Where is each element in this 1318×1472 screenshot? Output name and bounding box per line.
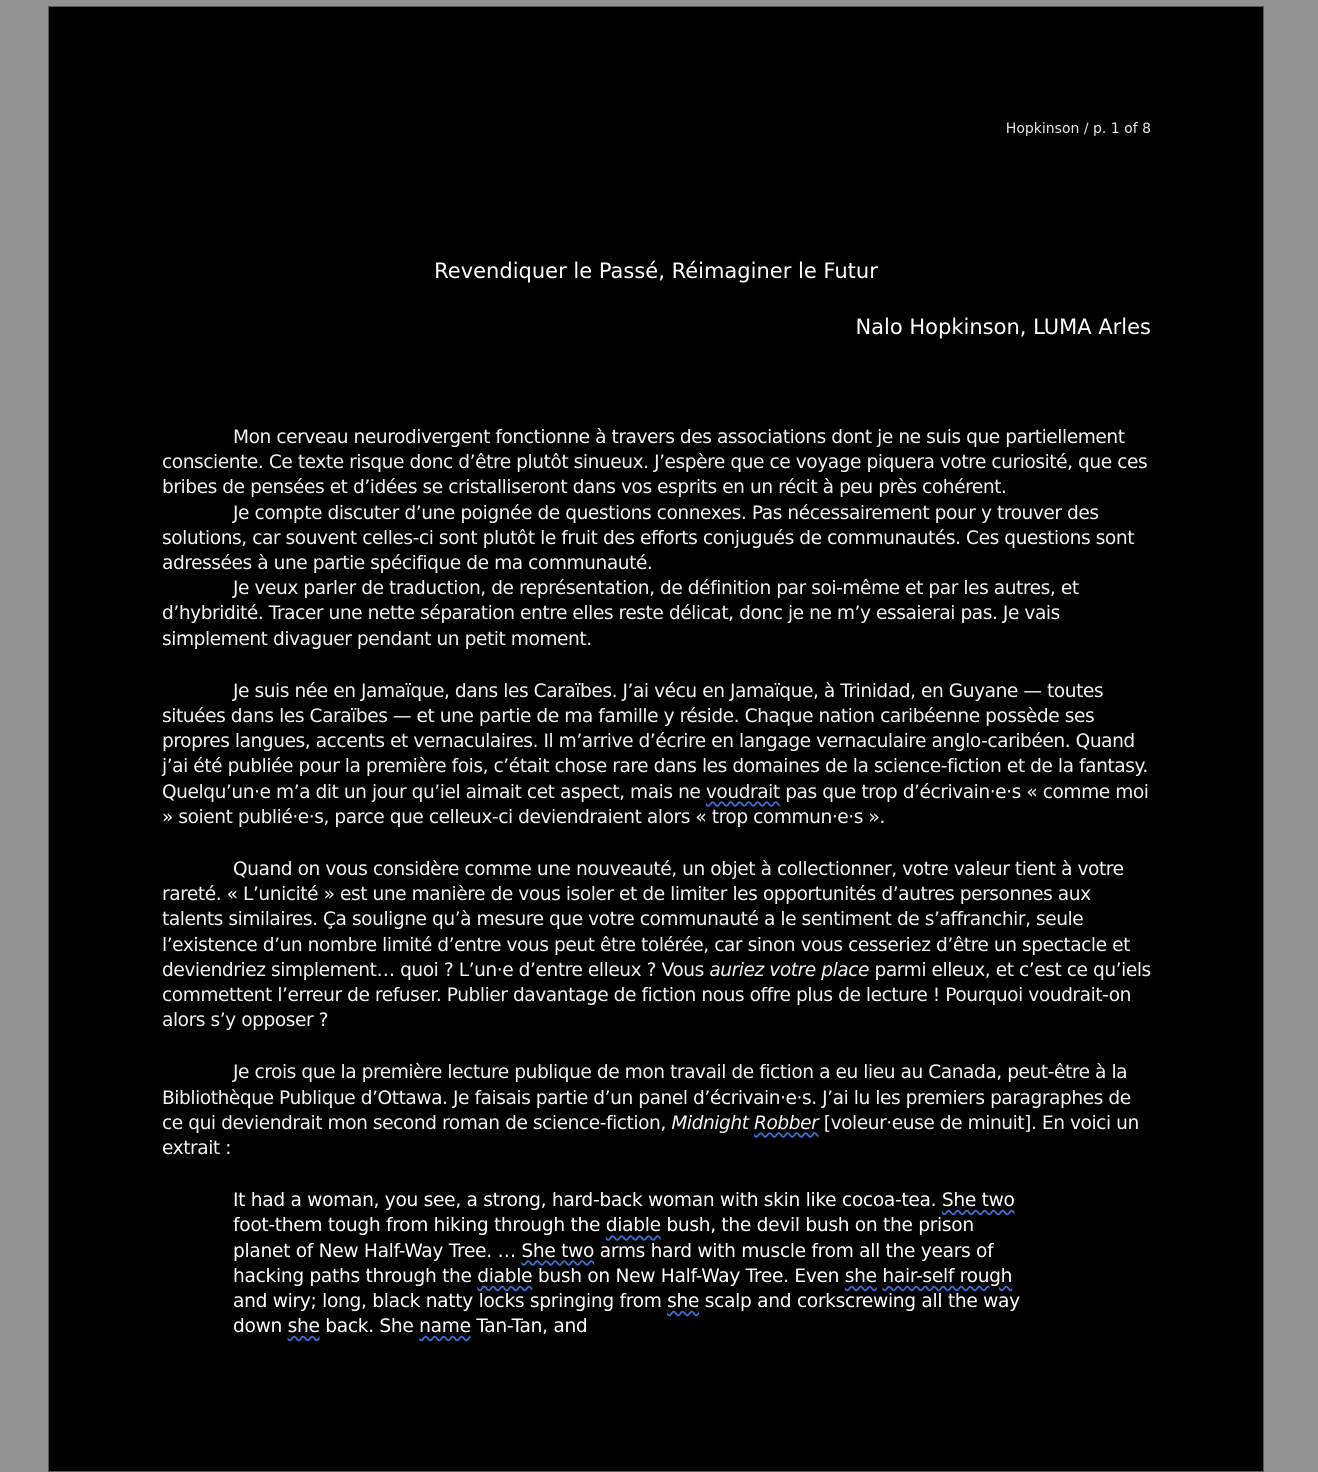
quote-span: back. She (319, 1316, 420, 1338)
quote-span: and wiry; long, black natty locks springing from (233, 1291, 668, 1313)
paragraph-5 (162, 857, 1154, 1033)
spellcheck-word[interactable]: diable (605, 1215, 661, 1237)
block-quote (233, 1188, 1033, 1339)
quote-span: foot-them tough from hiking through the (233, 1215, 606, 1237)
quote-span: arms hard with muscle from all the years of hacking paths through the (233, 1240, 994, 1287)
document-body (162, 425, 1154, 1340)
paragraph-5-text-a: Quand on vous considère comme une nouveauté, un objet à collectionner, votre valeur tient à votre rareté. « L’unicité » est une manière de vous isoler et de limiter les opportunités d’autres personnes aux talents similaires. Ça souligne qu’à mesure que votre communauté a le sentiment de s’affranchir, seule l’existence d’un nombre limité d’entre vous peut être tolérée, car sinon vous cesseriez d’être un spectacle et deviendriez simplement… quoi ? L’un·e d’entre elleux ? Vous (162, 859, 1130, 981)
quote-span: scalp and corkscrewing all the way down (233, 1291, 1020, 1338)
document-page (48, 6, 1264, 1472)
spellcheck-word[interactable]: She two (521, 1240, 595, 1262)
quote-span: bush on New Half-Way Tree. Even (532, 1265, 845, 1287)
paragraph-gap (162, 1033, 1154, 1060)
spellcheck-word[interactable]: Robber (754, 1112, 819, 1134)
paragraph-gap (162, 652, 1154, 679)
paragraph-3: Je veux parler de traduction, de représentation, de définition par soi-même et par les autres, et d’hybridité. Tracer une nette séparation entre elles reste délicat, donc je ne m’y essaierai pas. Je vais simplement divaguer pendant un petit moment. (162, 578, 1079, 650)
paragraph-6 (162, 1060, 1154, 1161)
spellcheck-word[interactable]: name (419, 1316, 471, 1338)
spellcheck-word[interactable]: voudrait (705, 781, 780, 803)
paragraph-2: Je compte discuter d’une poignée de questions connexes. Pas nécessairement pour y trouver des solutions, car souvent celles-ci sont plutôt le fruit des efforts conjugués de communautés. Ces questions sont adressées à une partie spécifique de ma communauté. (162, 502, 1135, 575)
paragraph-1: Mon cerveau neurodivergent fonctionne à travers des associations dont je ne suis que partiellement consciente. Ce texte risque donc d’être plutôt sinueux. J’espère que ce voyage piquera votre curiosité, que ces bribes de pensées et d’idées se cristalliseront dans vos esprits en un récit à peu près cohérent. (162, 427, 1148, 499)
spellcheck-word[interactable]: hair-self rough (882, 1265, 1013, 1287)
italic-phrase: auriez votre place (709, 959, 870, 981)
author-line: Nalo Hopkinson, LUMA Arles (855, 315, 1151, 339)
spellcheck-word[interactable]: she (287, 1316, 320, 1338)
quote-span: Tan-Tan, and (470, 1316, 588, 1338)
paragraph-4-text-a: Je suis née en Jamaïque, dans les Caraïbes. J’ai vécu en Jamaïque, à Trinidad, en Guyane — toutes situées dans les Caraïbes — et une partie de ma famille y réside. Chaque nation caribéenne possède ses propres langues, accents et vernaculaires. Il m’arrive d’écrire en langage vernaculaire anglo-caribéen. Quand j’ai été publiée pour la première fois, c’était chose rare dans les domaines de la science-fiction et de la fantasy. Quelqu’un·e m’a dit un jour qu’iel aimait cet aspect, mais ne (162, 680, 1148, 803)
paragraph-5-text-b: parmi elleux, et c’est ce qu’iels commettent l’erreur de refuser. Publier davantage de fiction nous offre plus de lecture ! Pourquoi voudrait-on alors s’y opposer ? (162, 959, 1151, 1032)
spellcheck-word[interactable]: She two (941, 1190, 1015, 1212)
running-header: Hopkinson / p. 1 of 8 (1005, 121, 1151, 137)
spellcheck-word[interactable]: she (844, 1265, 877, 1287)
quote-span: bush, the devil bush on the prison planet of New Half-Way Tree. … (233, 1215, 974, 1262)
paragraph-gap (162, 830, 1154, 857)
book-title-italic (671, 1113, 818, 1134)
paragraph-4 (162, 679, 1154, 830)
spellcheck-word[interactable]: she (667, 1291, 700, 1313)
document-title: Revendiquer le Passé, Réimaginer le Futur (434, 259, 878, 283)
quote-text (233, 1188, 1033, 1339)
paragraph-6-text-b: [voleur·euse de minuit]. En voici un extrait : (162, 1112, 1139, 1160)
paragraph-6-text-a: Je crois que la première lecture publique de mon travail de fiction a eu lieu au Canada, peut-être à la Bibliothèque Publique d’Ottawa. Je faisais partie d’un panel d’écrivain·e·s. J’ai lu les premiers paragraphes de ce qui deviendrait mon second roman de science-fiction, (162, 1062, 1131, 1134)
quote-span: It had a woman, you see, a strong, hard-back woman with skin like cocoa-tea. (233, 1190, 942, 1212)
book-title-part: Midnight (671, 1112, 755, 1134)
spellcheck-word[interactable]: diable (477, 1265, 533, 1287)
paragraph-gap (162, 1161, 1154, 1188)
paragraph-4-text-b: pas que trop d’écrivain·e·s « comme moi » soient publié·e·s, parce que celleux-ci deviendraient alors « trop commun·e·s ». (162, 781, 1149, 828)
